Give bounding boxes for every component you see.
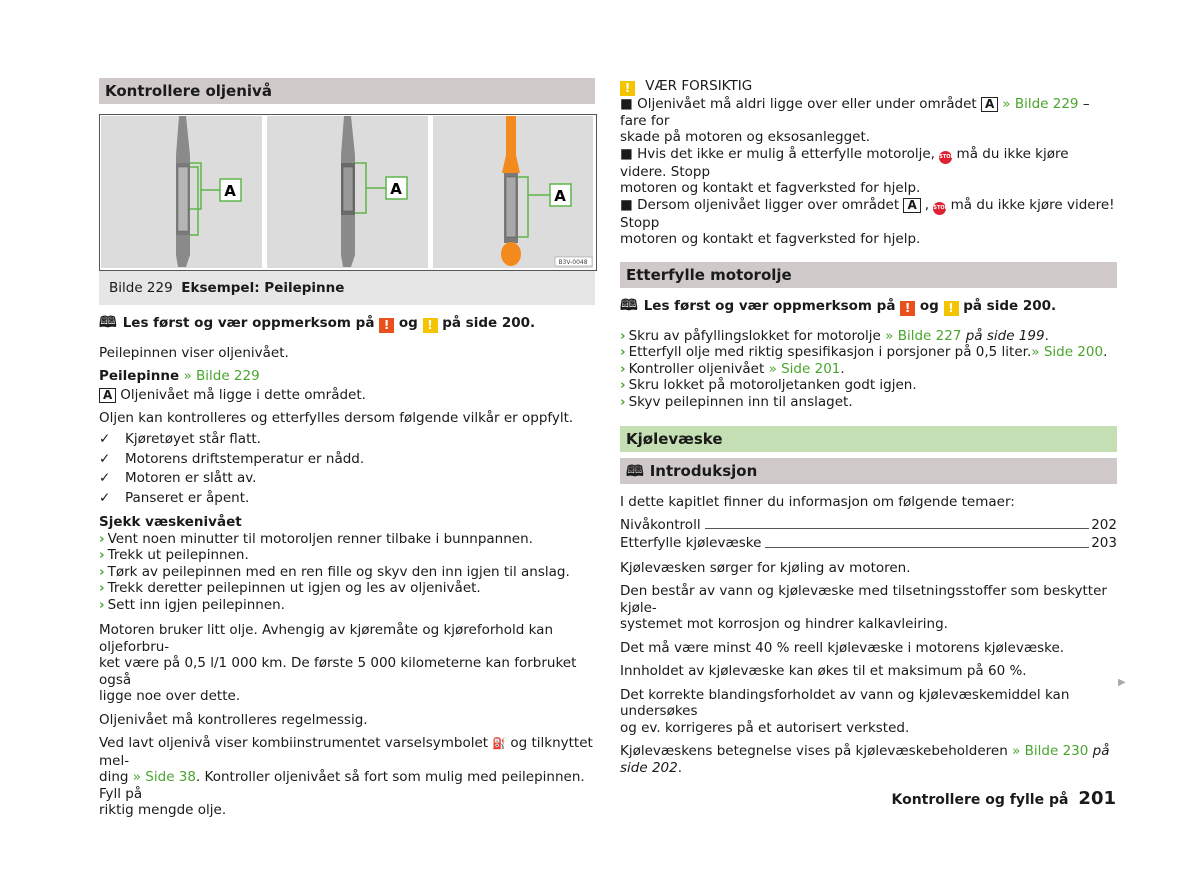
check-item: ✓ Kjøretøyet står flatt.: [99, 430, 595, 450]
check-item: ✓ Motoren er slått av.: [99, 469, 595, 489]
toc-row[interactable]: Etterfylle kjølevæske 203: [620, 535, 1117, 551]
dipstick-figure: [99, 114, 597, 271]
step-item: › Trekk ut peilepinnen.: [99, 547, 249, 563]
book-icon: 🕮: [620, 295, 638, 314]
coolant-max: Innholdet av kjølevæske kan økes til et maksimum på 60 %.: [620, 663, 1027, 679]
steps-title: Sjekk væskenivået: [99, 514, 242, 530]
check-item: ✓ Panseret er åpent.: [99, 489, 595, 509]
stop-icon: STOP: [939, 151, 952, 164]
topics-toc: [620, 517, 1117, 552]
check-icon: ✓: [99, 489, 111, 506]
check-icon: ✓: [99, 450, 111, 467]
step-item: › Kontroller oljenivået » Side 201.: [620, 360, 845, 377]
warning-icon: !: [379, 318, 394, 333]
svg-text:B3V-0048: B3V-0048: [558, 259, 588, 266]
book-icon: 🕮: [626, 462, 644, 480]
coolant-composition: Den består av vann og kjølevæske med tilsetningsstoffer som beskytter kjøle- systemet mot korrosjon og hindrer kalkavleiring.: [620, 583, 1107, 632]
book-icon: 🕮: [99, 313, 117, 331]
intro-text: Peilepinnen viser oljenivået.: [99, 345, 289, 361]
steps-list: [99, 531, 595, 614]
figure-230-link[interactable]: » Bilde 230: [1012, 743, 1089, 759]
coolant-mix: Det korrekte blandingsforholdet av vann og kjølevæskemiddel kan undersøkes og ev. korrigeres på et autorisert verksted.: [620, 686, 1070, 736]
footer-chapter: Kontrollere og fylle på: [891, 792, 1069, 808]
figure-229-link[interactable]: » Bilde 229: [1002, 96, 1079, 112]
check-icon: ✓: [99, 470, 111, 486]
section-title-refill: Etterfylle motorolje: [620, 262, 1117, 288]
caution-icon: !: [423, 318, 438, 333]
step-item: › Sett inn igjen peilepinnen.: [99, 596, 285, 613]
section-title-introduction: 🕮 Introduksjon: [620, 458, 1117, 484]
caution-box: ! VÆR FORSIKTIG ■ Oljenivået må aldri ligge over eller under området A » Bilde 229 – fare for skade på motoren og eksosanlegget. ■ Hvis det ikke er mulig å etterfylle motorolje, STOP må du ikke kjøre videre. Stopp motoren og kontakt et fagverksted for hjelp. ■ Dersom oljenivået ligger over området A , STOP må du ikke kjøre videre! Stopp motoren og kontakt et fagverksted for hjelp.: [620, 78, 1117, 248]
oil-warning-icon: ⛽: [492, 737, 507, 750]
usage-paragraph: Motoren bruker litt olje. Avhengig av kjøremåte og kjøreforhold kan oljeforbru- ket være på 0,5 l/1 000 km. De første 5 000 kilometerne kan forbruket også ligge noe over dette.: [99, 622, 577, 704]
caution-item: ■ Oljenivået må aldri ligge over eller under området A » Bilde 229 – fare for: [620, 96, 1090, 129]
read-first-note: 🕮 Les først og vær oppmerksom på ! og ! på side 200.: [620, 295, 1057, 315]
coolant-min: Det må være minst 40 % reell kjølevæske i motorens kjølevæske.: [620, 639, 1065, 656]
warning-icon: !: [900, 301, 915, 316]
section-title-coolant: Kjølevæske: [620, 426, 1117, 452]
step-item: › Etterfyll olje med riktig spesifikasjon i porsjoner på 0,5 liter.» Side 200.: [620, 344, 1108, 360]
right-column: [620, 78, 1117, 776]
step-item: › Skru av påfyllingslokket for motorolje » Bilde 227 på side 199.: [620, 327, 1049, 344]
step-item: › Trekk deretter peilepinnen ut igjen og les av oljenivået.: [99, 580, 481, 596]
topics-text: I dette kapitlet finner du informasjon om følgende temaer:: [620, 494, 1015, 510]
dipstick-ref: Peilepinne » Bilde 229: [99, 367, 260, 384]
coolant-purpose: Kjølevæsken sørger for kjøling av motoren.: [620, 559, 911, 576]
caption-number: Bilde 229: [109, 280, 173, 296]
figure-caption: [99, 271, 595, 305]
refill-steps: [620, 328, 1117, 411]
caution-heading: ! VÆR FORSIKTIG: [620, 78, 1117, 96]
coolant-label: Kjølevæskens betegnelse vises på kjølevæskebeholderen » Bilde 230 på side 202.: [620, 743, 1110, 776]
checklist: [99, 430, 595, 508]
caution-item: ■ Dersom oljenivået ligger over området A , STOP må du ikke kjøre videre! Stopp: [620, 196, 1115, 231]
section-title-oil-level: Kontrollere oljenivå: [99, 78, 595, 104]
figure-229-link[interactable]: » Bilde 229: [183, 367, 260, 384]
step-item: › Skru lokket på motoroljetanken godt igjen.: [620, 377, 917, 393]
step-item: › Skyv peilepinnen inn til anslaget.: [620, 393, 853, 410]
page-38-link[interactable]: » Side 38: [132, 769, 196, 785]
svg-text:A: A: [390, 180, 402, 198]
step-item: › Tørk av peilepinnen med en ren fille og skyv den inn igjen til anslag.: [99, 563, 570, 580]
caption-title: Eksempel: Peilepinne: [181, 280, 345, 296]
check-icon: ✓: [99, 431, 111, 447]
check-item: ✓ Motorens driftstemperatur er nådd.: [99, 450, 595, 470]
svg-text:A: A: [224, 182, 236, 200]
legend-a: A Oljenivået må ligge i dette området.: [99, 387, 595, 404]
page-footer: [891, 788, 1116, 809]
next-page-icon: ▶: [1118, 677, 1126, 688]
read-first-note: 🕮 Les først og vær oppmerksom på ! og ! på side 200.: [99, 313, 536, 332]
page-number: 201: [1078, 788, 1116, 809]
step-item: › Vent noen minutter til motoroljen renner tilbake i bunnpannen.: [99, 530, 533, 547]
caution-icon: !: [620, 81, 635, 96]
conditions-text: Oljen kan kontrolleres og etterfylles dersom følgende vilkår er oppfylt.: [99, 409, 574, 426]
low-oil-paragraph: Ved lavt oljenivå viser kombiinstrumentet varselsymbolet ⛽ og tilknyttet mel- ding » Side 38. Kontroller oljenivået så fort som mulig med peilepinnen. Fyll på riktig mengde olje.: [99, 735, 593, 818]
stop-icon: STOP: [933, 202, 946, 215]
caution-icon: !: [944, 301, 959, 316]
toc-row[interactable]: Nivåkontroll 202: [620, 516, 1117, 533]
legend-key: A: [99, 388, 116, 403]
dipstick-illustration: [100, 115, 594, 268]
regular-check-text: Oljenivået må kontrolleres regelmessig.: [99, 711, 368, 728]
left-column: [99, 78, 595, 819]
svg-text:A: A: [554, 187, 566, 205]
caution-item: ■ Hvis det ikke er mulig å etterfylle motorolje, STOP må du ikke kjøre videre. Stopp: [620, 145, 1069, 180]
